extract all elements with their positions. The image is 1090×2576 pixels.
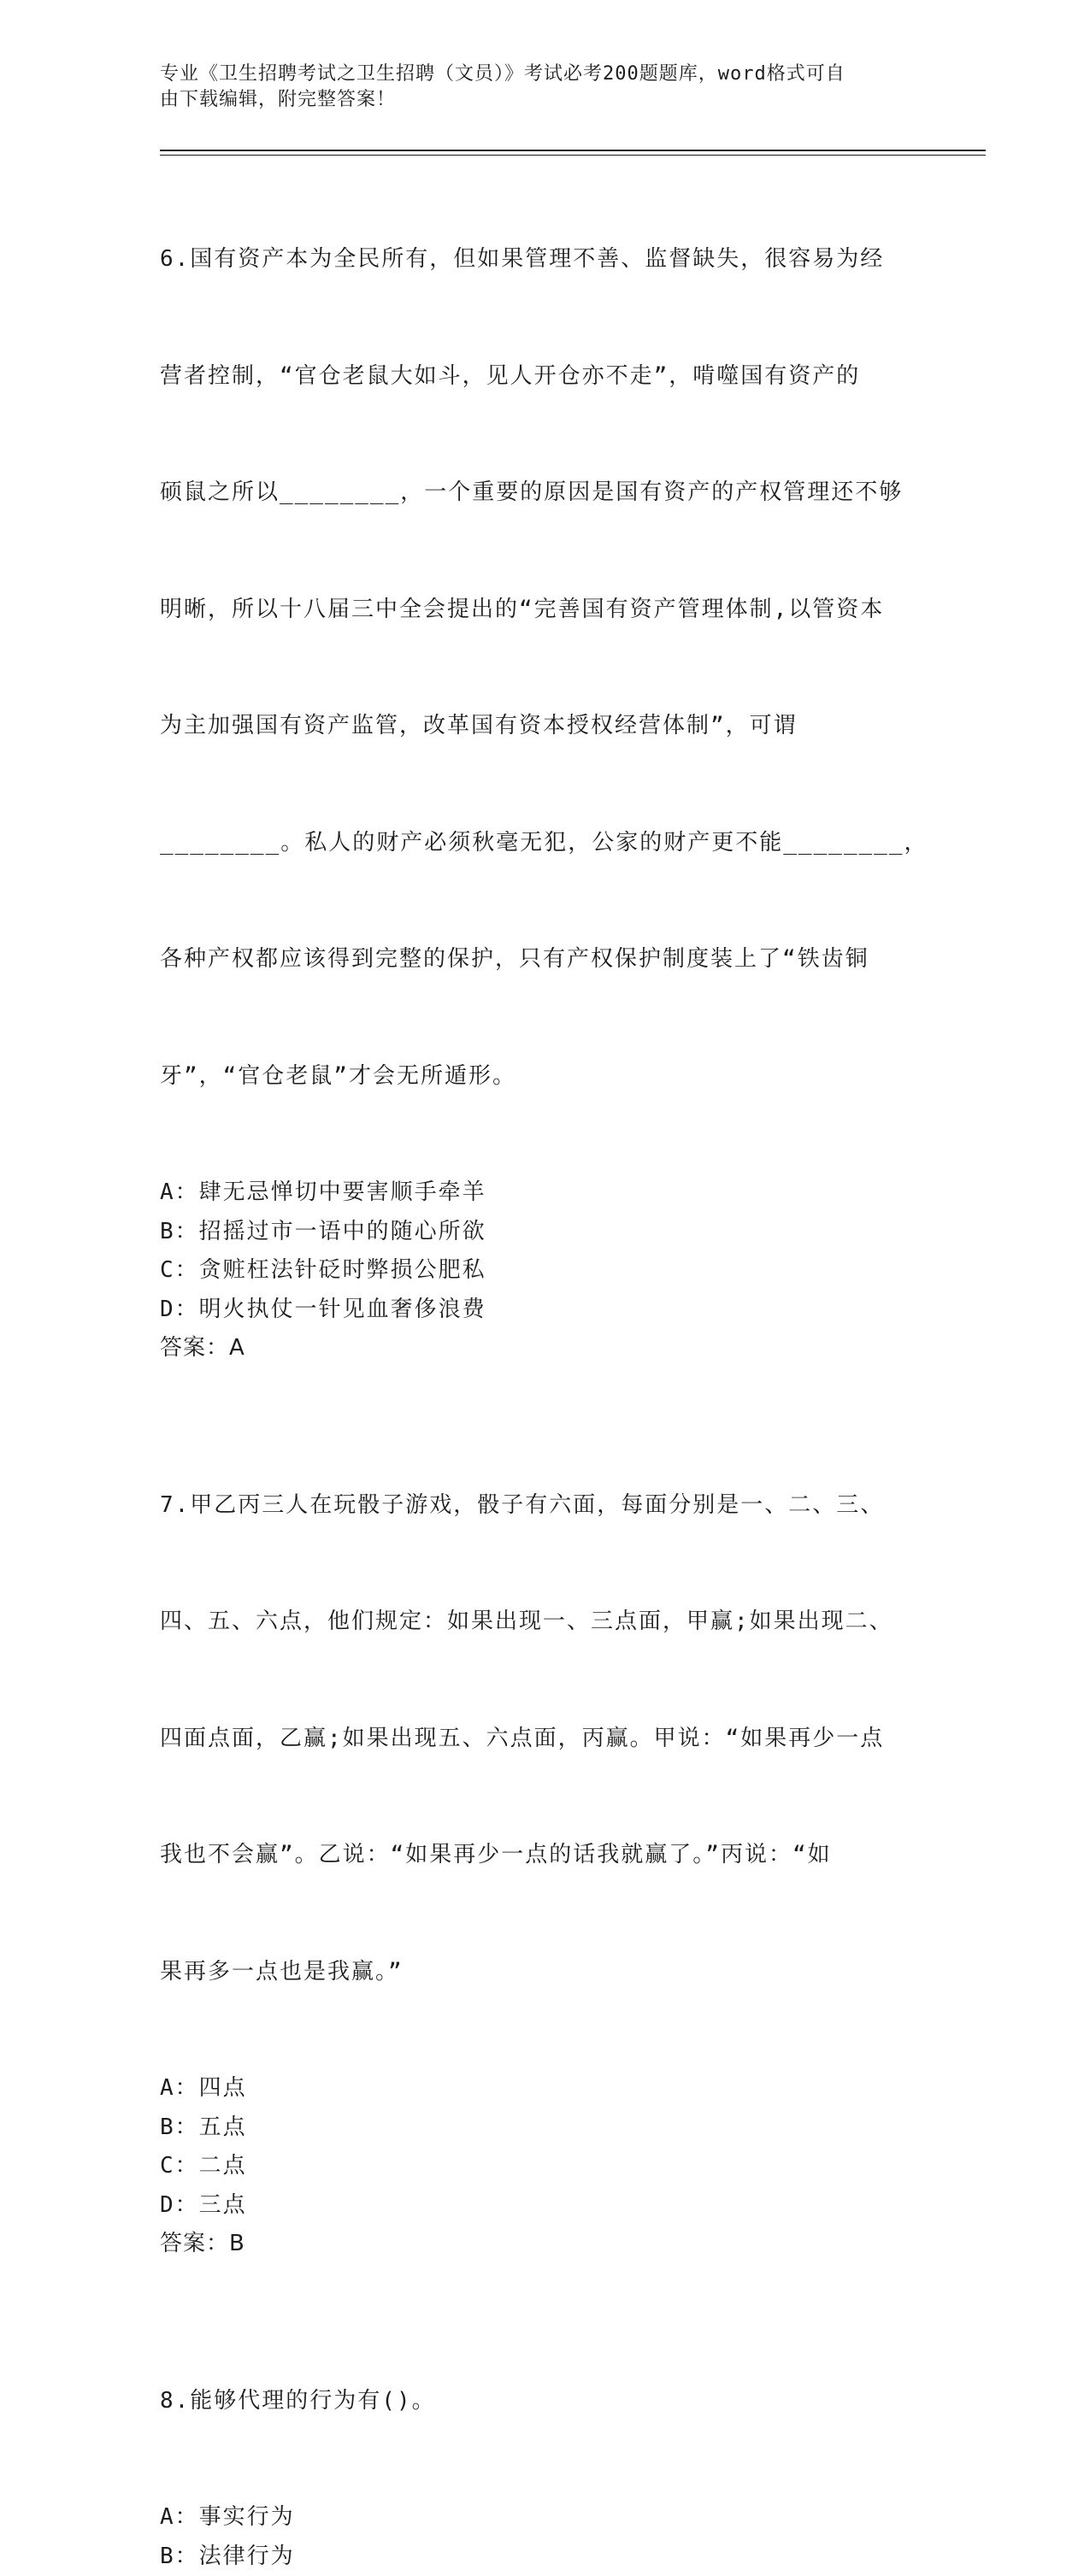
- option-d: D：明火执仗一针见血奢侈浪费: [160, 1291, 929, 1330]
- question-line: 我也不会赢”。乙说：“如果再少一点的话我就赢了。”丙说：“如: [160, 1836, 929, 1875]
- question-line: 7.甲乙丙三人在玩骰子游戏，骰子有六面，每面分别是一、二、三、: [160, 1486, 929, 1526]
- option-c: C：二点: [160, 2147, 929, 2186]
- question-line: 6.国有资产本为全民所有，但如果管理不善、监督缺失，很容易为经: [160, 240, 929, 279]
- question-line: 四面点面，乙赢;如果出现五、六点面，丙赢。甲说：“如果再少一点: [160, 1720, 929, 1759]
- header-line-2: 由下载编辑，附完整答案！: [160, 87, 921, 113]
- header-divider-thin: [160, 155, 986, 156]
- answer: 答案：A: [160, 1329, 929, 1368]
- question-6-text: [160, 162, 929, 1173]
- question-line: 各种产权都应该得到完整的保护，只有产权保护制度装上了“铁齿铜: [160, 940, 929, 979]
- option-d: D：三点: [160, 2186, 929, 2226]
- question-list: [160, 162, 929, 2576]
- question-8: [160, 2304, 929, 2576]
- spacer: [160, 1368, 929, 1409]
- option-b: B：招摇过市一语中的随心所欲: [160, 1213, 929, 1252]
- option-a: A：事实行为: [160, 2498, 929, 2538]
- header-divider-thick: [160, 150, 986, 151]
- question-7: [160, 1409, 929, 2264]
- question-line: ________。私人的财产必须秋毫无犯，公家的财产更不能________，: [160, 824, 929, 863]
- spacer: [160, 2264, 929, 2304]
- option-a: A：肆无忌惮切中要害顺手牵羊: [160, 1173, 929, 1213]
- question-8-text: [160, 2304, 929, 2499]
- question-line: 营者控制，“官仓老鼠大如斗，见人开仓亦不走”，啃噬国有资产的: [160, 357, 929, 397]
- question-line: 牙”，“官仓老鼠”才会无所遁形。: [160, 1057, 929, 1097]
- question-line: 为主加强国有资产监管，改革国有资本授权经营体制”，可谓: [160, 707, 929, 746]
- option-c: C：贪赃枉法针砭时弊损公肥私: [160, 1251, 929, 1291]
- question-6: [160, 162, 929, 1368]
- question-line: 明晰，所以十八届三中全会提出的“完善国有资产管理体制,以管资本: [160, 591, 929, 630]
- answer: 答案：B: [160, 2225, 929, 2264]
- question-line: 果再多一点也是我赢。”: [160, 1953, 929, 1992]
- question-line: 四、五、六点，他们规定：如果出现一、三点面，甲赢;如果出现二、: [160, 1603, 929, 1642]
- question-line: 硕鼠之所以________，一个重要的原因是国有资产的产权管理还不够: [160, 473, 929, 513]
- document-header: [160, 62, 921, 113]
- option-b: B：五点: [160, 2108, 929, 2148]
- header-line-1: 专业《卫生招聘考试之卫生招聘（文员）》考试必考200题题库，word格式可自: [160, 62, 921, 87]
- option-b: B：法律行为: [160, 2538, 929, 2576]
- question-line: 8.能够代理的行为有()。: [160, 2382, 929, 2421]
- question-7-text: [160, 1409, 929, 2070]
- option-a: A：四点: [160, 2069, 929, 2108]
